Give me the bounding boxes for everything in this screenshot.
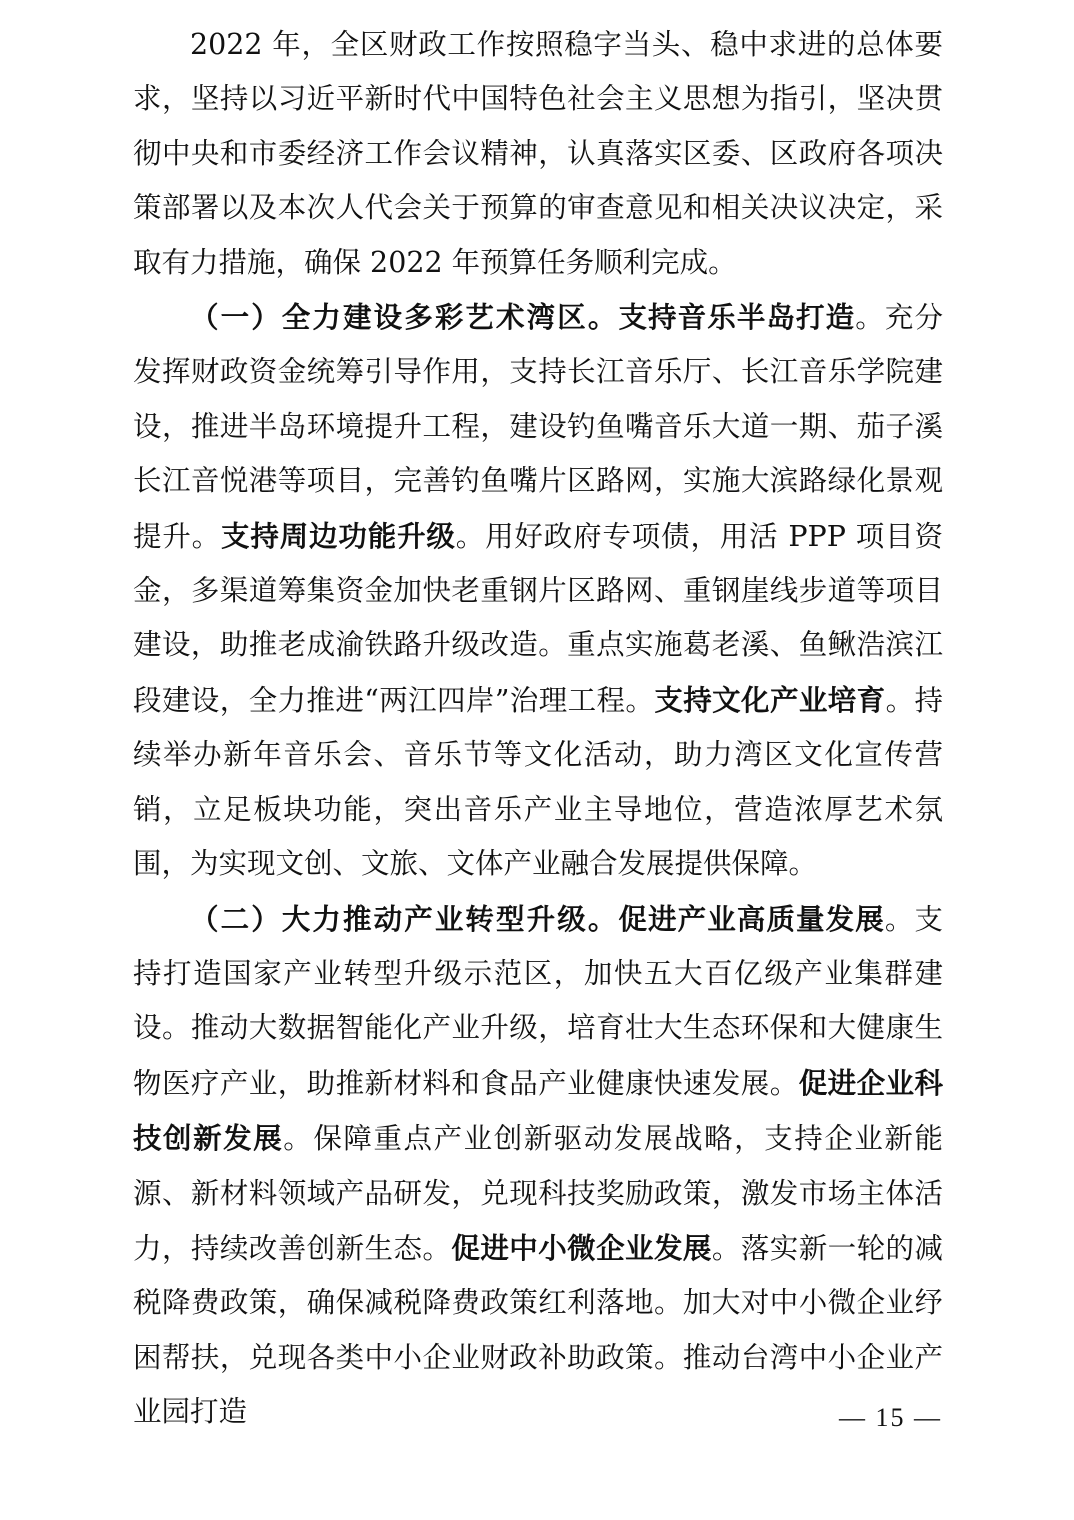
paragraph-text: 。充分发挥财政资金统筹引导作用，支持长江音乐厅、长江音乐学院建设，推进半岛环境提升工程，建设钓鱼嘴音乐大道一期、茄子溪长江音悦港等项目，完善钓鱼嘴片区路网，实施大滨路绿化景观提升。 bbox=[133, 301, 943, 553]
paragraph-text: 。用好政府专项债，用活 PPP 项目资金，多渠道筹集资金加快老重钢片区路网、重钢崖线步道等项目建设，助推老成渝铁路升级改造。重点实施葛老溪、鱼鳅浩滨江段建设，全力推进“两江四岸”治理工程。 bbox=[133, 519, 943, 717]
paragraph-text: 。支持打造国家产业转型升级示范区，加快五大百亿级产业集群建设。推动大数据智能化产业升级，培育壮大生态环保和大健康生物医疗产业，助推新材料和食品产业健康快速发展。 bbox=[133, 902, 943, 1100]
subheading: 支持文化产业培育 bbox=[654, 682, 886, 717]
paragraph-text: 2022 年，全区财政工作按照稳字当头、稳中求进的总体要求，坚持以习近平新时代中国特色社会主义思想为指引，坚决贯彻中央和市委经济工作会议精神，认真落实区委、区政府各项决策部署以及本次人代会关于预算的审查意见和相关决议决定，采取有力措施，确保 2022 年预算任务顺利完成。 bbox=[133, 28, 943, 279]
document-body bbox=[133, 18, 943, 1440]
subheading: 促进中小微企业发展 bbox=[451, 1230, 712, 1265]
paragraph-text: 。落实新一轮的减税降费政策，确保减税降费政策红利落地。加大对中小微企业纾困帮扶，兑现各类中小企业财政补助政策。推动台湾中小企业产业园打造 bbox=[133, 1231, 943, 1429]
page-number: — 15 — bbox=[839, 1403, 942, 1432]
paragraph-text: 。持续举办新年音乐会、音乐节等文化活动，助力湾区文化宣传营销，立足板块功能，突出音乐产业主导地位，营造浓厚艺术氛围，为实现文创、文旅、文体产业融合发展提供保障。 bbox=[133, 683, 943, 881]
section-heading: （一）全力建设多彩艺术湾区。 bbox=[190, 300, 619, 335]
section-heading: （二）大力推动产业转型升级。 bbox=[190, 901, 619, 936]
paragraph-text: 。保障重点产业创新驱动发展战略，支持企业新能源、新材料领域产品研发，兑现科技奖励政策，激发市场主体活力，持续改善创新生态。 bbox=[133, 1122, 943, 1265]
subheading: 促进企业科技创新发展 bbox=[133, 1065, 943, 1156]
subheading: 支持音乐半岛打造 bbox=[618, 300, 856, 335]
subheading: 促进产业高质量发展 bbox=[618, 901, 885, 936]
paragraph-section-2 bbox=[133, 892, 943, 1440]
subheading: 支持周边功能升级 bbox=[221, 518, 456, 553]
paragraph-intro bbox=[133, 18, 943, 290]
paragraph-section-1 bbox=[133, 290, 943, 891]
